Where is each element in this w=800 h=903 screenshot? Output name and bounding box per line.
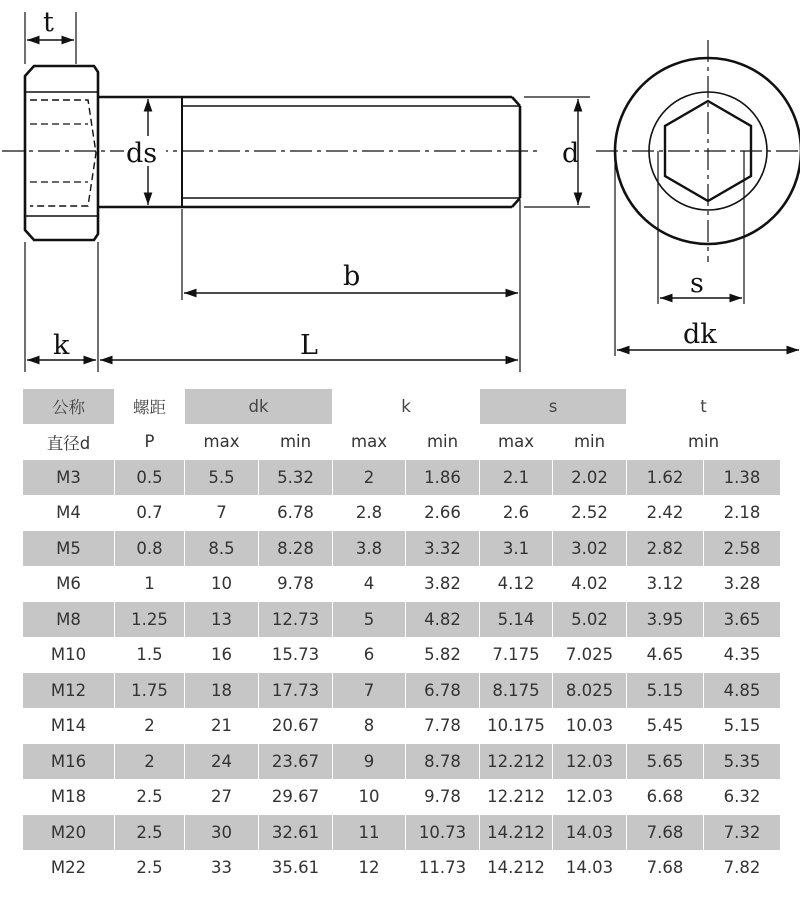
table-row bbox=[23, 602, 781, 638]
table-cell: 1 bbox=[115, 566, 185, 602]
header-cell: s bbox=[480, 389, 627, 425]
table-cell: 8.025 bbox=[553, 673, 627, 709]
table-cell: 4.12 bbox=[480, 566, 553, 602]
table-cell: 7 bbox=[185, 495, 259, 531]
subheader-cell: max bbox=[185, 424, 259, 460]
table-cell: 7.82 bbox=[704, 850, 781, 886]
table-cell: 2.5 bbox=[115, 815, 185, 851]
table-cell: 0.8 bbox=[115, 531, 185, 567]
table-cell: 7.78 bbox=[406, 708, 480, 744]
table-cell: 4.82 bbox=[406, 602, 480, 638]
table-cell: 9.78 bbox=[259, 566, 333, 602]
table-cell: 14.212 bbox=[480, 850, 553, 886]
subheader-cell: max bbox=[480, 424, 553, 460]
label-s: s bbox=[690, 268, 704, 299]
table-cell: 12.03 bbox=[553, 744, 627, 780]
table-row bbox=[23, 850, 781, 886]
header-cell: t bbox=[627, 389, 781, 425]
table-cell: 2.1 bbox=[480, 460, 553, 496]
table-cell: 7 bbox=[333, 673, 406, 709]
table-cell: 21 bbox=[185, 708, 259, 744]
label-ds: ds bbox=[126, 138, 158, 169]
header-cell: 公称 bbox=[23, 389, 115, 425]
table-cell: 24 bbox=[185, 744, 259, 780]
table-cell: M3 bbox=[23, 460, 115, 496]
table-cell: 10.73 bbox=[406, 815, 480, 851]
table-cell: 5.02 bbox=[553, 602, 627, 638]
table-cell: 3.82 bbox=[406, 566, 480, 602]
table-row bbox=[23, 460, 781, 496]
table-cell: 1.25 bbox=[115, 602, 185, 638]
spec-table bbox=[22, 388, 781, 886]
subheader-cell: min bbox=[406, 424, 480, 460]
table-cell: 14.03 bbox=[553, 850, 627, 886]
table-row bbox=[23, 673, 781, 709]
table-cell: M6 bbox=[23, 566, 115, 602]
table-cell: 5.15 bbox=[704, 708, 781, 744]
table-cell: 3.28 bbox=[704, 566, 781, 602]
table-row bbox=[23, 531, 781, 567]
table-cell: 14.212 bbox=[480, 815, 553, 851]
table-cell: 12.73 bbox=[259, 602, 333, 638]
table-cell: 17.73 bbox=[259, 673, 333, 709]
table-cell: 16 bbox=[185, 637, 259, 673]
table-cell: 7.68 bbox=[627, 815, 704, 851]
subheader-cell: min bbox=[553, 424, 627, 460]
table-cell: 5.65 bbox=[627, 744, 704, 780]
label-L: L bbox=[300, 330, 318, 361]
table-cell: 2 bbox=[333, 460, 406, 496]
header-cell: 螺距 bbox=[115, 389, 185, 425]
table-cell: 2 bbox=[115, 744, 185, 780]
table-cell: 2.02 bbox=[553, 460, 627, 496]
table-cell: 5.15 bbox=[627, 673, 704, 709]
table-subheader-row bbox=[23, 424, 781, 460]
table-cell: 5.35 bbox=[704, 744, 781, 780]
table-cell: 1.86 bbox=[406, 460, 480, 496]
subheader-cell: P bbox=[115, 424, 185, 460]
center-lines bbox=[2, 40, 800, 262]
table-cell: 20.67 bbox=[259, 708, 333, 744]
table-cell: 5 bbox=[333, 602, 406, 638]
table-cell: 2.58 bbox=[704, 531, 781, 567]
label-b: b bbox=[343, 261, 361, 292]
table-cell: 18 bbox=[185, 673, 259, 709]
table-cell: 6.78 bbox=[259, 495, 333, 531]
table-cell: 1.38 bbox=[704, 460, 781, 496]
label-dk: dk bbox=[683, 319, 717, 350]
table-row bbox=[23, 815, 781, 851]
label-t: t bbox=[43, 7, 54, 38]
table-cell: 8.78 bbox=[406, 744, 480, 780]
extension-lines bbox=[25, 12, 800, 372]
table-cell: 5.45 bbox=[627, 708, 704, 744]
bolt-head bbox=[25, 66, 98, 240]
table-cell: 10 bbox=[333, 779, 406, 815]
table-cell: 2 bbox=[115, 708, 185, 744]
table-cell: 8.5 bbox=[185, 531, 259, 567]
table-cell: 27 bbox=[185, 779, 259, 815]
table-cell: 12.212 bbox=[480, 744, 553, 780]
table-row bbox=[23, 637, 781, 673]
table-cell: 29.67 bbox=[259, 779, 333, 815]
dimension-lines bbox=[27, 40, 799, 360]
table-cell: 6.68 bbox=[627, 779, 704, 815]
table-cell: 12 bbox=[333, 850, 406, 886]
table-cell: 3.32 bbox=[406, 531, 480, 567]
table-cell: 1.62 bbox=[627, 460, 704, 496]
table-cell: 2.82 bbox=[627, 531, 704, 567]
table-cell: 8.28 bbox=[259, 531, 333, 567]
table-cell: 30 bbox=[185, 815, 259, 851]
table-cell: 5.5 bbox=[185, 460, 259, 496]
subheader-cell: min bbox=[627, 424, 781, 460]
table-cell: 3.12 bbox=[627, 566, 704, 602]
table-cell: 7.32 bbox=[704, 815, 781, 851]
table-cell: 0.5 bbox=[115, 460, 185, 496]
table-row bbox=[23, 744, 781, 780]
table-cell: M12 bbox=[23, 673, 115, 709]
table-cell: 2.66 bbox=[406, 495, 480, 531]
table-cell: 23.67 bbox=[259, 744, 333, 780]
label-d: d bbox=[562, 138, 580, 169]
table-cell: 1.75 bbox=[115, 673, 185, 709]
table-cell: 7.025 bbox=[553, 637, 627, 673]
table-cell: M5 bbox=[23, 531, 115, 567]
table-cell: 10 bbox=[185, 566, 259, 602]
table-cell: M18 bbox=[23, 779, 115, 815]
table-cell: 5.82 bbox=[406, 637, 480, 673]
table-cell: 5.32 bbox=[259, 460, 333, 496]
table-cell: 3.02 bbox=[553, 531, 627, 567]
table-cell: 2.5 bbox=[115, 850, 185, 886]
table-cell: 8.175 bbox=[480, 673, 553, 709]
table-cell: 12.212 bbox=[480, 779, 553, 815]
label-k: k bbox=[53, 330, 70, 361]
table-cell: 13 bbox=[185, 602, 259, 638]
table-cell: 2.6 bbox=[480, 495, 553, 531]
table-header-row bbox=[23, 389, 781, 425]
table-cell: 2.18 bbox=[704, 495, 781, 531]
table-row bbox=[23, 495, 781, 531]
table-cell: 4.85 bbox=[704, 673, 781, 709]
table-cell: 35.61 bbox=[259, 850, 333, 886]
table-cell: 14.03 bbox=[553, 815, 627, 851]
subheader-cell: max bbox=[333, 424, 406, 460]
table-cell: 2.52 bbox=[553, 495, 627, 531]
table-cell: 32.61 bbox=[259, 815, 333, 851]
table-cell: 4.35 bbox=[704, 637, 781, 673]
table-row bbox=[23, 779, 781, 815]
table-cell: 33 bbox=[185, 850, 259, 886]
table-cell: 7.68 bbox=[627, 850, 704, 886]
table-cell: 6 bbox=[333, 637, 406, 673]
header-cell: k bbox=[333, 389, 480, 425]
table-cell: 11.73 bbox=[406, 850, 480, 886]
table-cell: 8 bbox=[333, 708, 406, 744]
table-cell: 3.8 bbox=[333, 531, 406, 567]
header-cell: dk bbox=[185, 389, 333, 425]
table-cell: 4.02 bbox=[553, 566, 627, 602]
table-cell: 15.73 bbox=[259, 637, 333, 673]
table-cell: 2.8 bbox=[333, 495, 406, 531]
table-cell: 9 bbox=[333, 744, 406, 780]
table-cell: 1.5 bbox=[115, 637, 185, 673]
table-cell: 3.95 bbox=[627, 602, 704, 638]
subheader-cell: min bbox=[259, 424, 333, 460]
table-row bbox=[23, 566, 781, 602]
table-cell: M4 bbox=[23, 495, 115, 531]
table-cell: 3.1 bbox=[480, 531, 553, 567]
table-cell: 11 bbox=[333, 815, 406, 851]
table-cell: 4 bbox=[333, 566, 406, 602]
table-cell: M14 bbox=[23, 708, 115, 744]
table-cell: 9.78 bbox=[406, 779, 480, 815]
table-cell: M22 bbox=[23, 850, 115, 886]
table-cell: M10 bbox=[23, 637, 115, 673]
table-cell: 5.14 bbox=[480, 602, 553, 638]
table-body bbox=[23, 460, 781, 886]
table-cell: 2.5 bbox=[115, 779, 185, 815]
table-cell: 6.78 bbox=[406, 673, 480, 709]
table-cell: 2.42 bbox=[627, 495, 704, 531]
subheader-cell: 直径d bbox=[23, 424, 115, 460]
table-cell: 12.03 bbox=[553, 779, 627, 815]
table-cell: M8 bbox=[23, 602, 115, 638]
table-cell: M20 bbox=[23, 815, 115, 851]
table-cell: 0.7 bbox=[115, 495, 185, 531]
table-cell: 10.03 bbox=[553, 708, 627, 744]
table-cell: 3.65 bbox=[704, 602, 781, 638]
table-row bbox=[23, 708, 781, 744]
table-cell: 7.175 bbox=[480, 637, 553, 673]
table-cell: 10.175 bbox=[480, 708, 553, 744]
table-cell: 6.32 bbox=[704, 779, 781, 815]
table-cell: M16 bbox=[23, 744, 115, 780]
bolt-drawing bbox=[0, 0, 800, 385]
table-cell: 4.65 bbox=[627, 637, 704, 673]
